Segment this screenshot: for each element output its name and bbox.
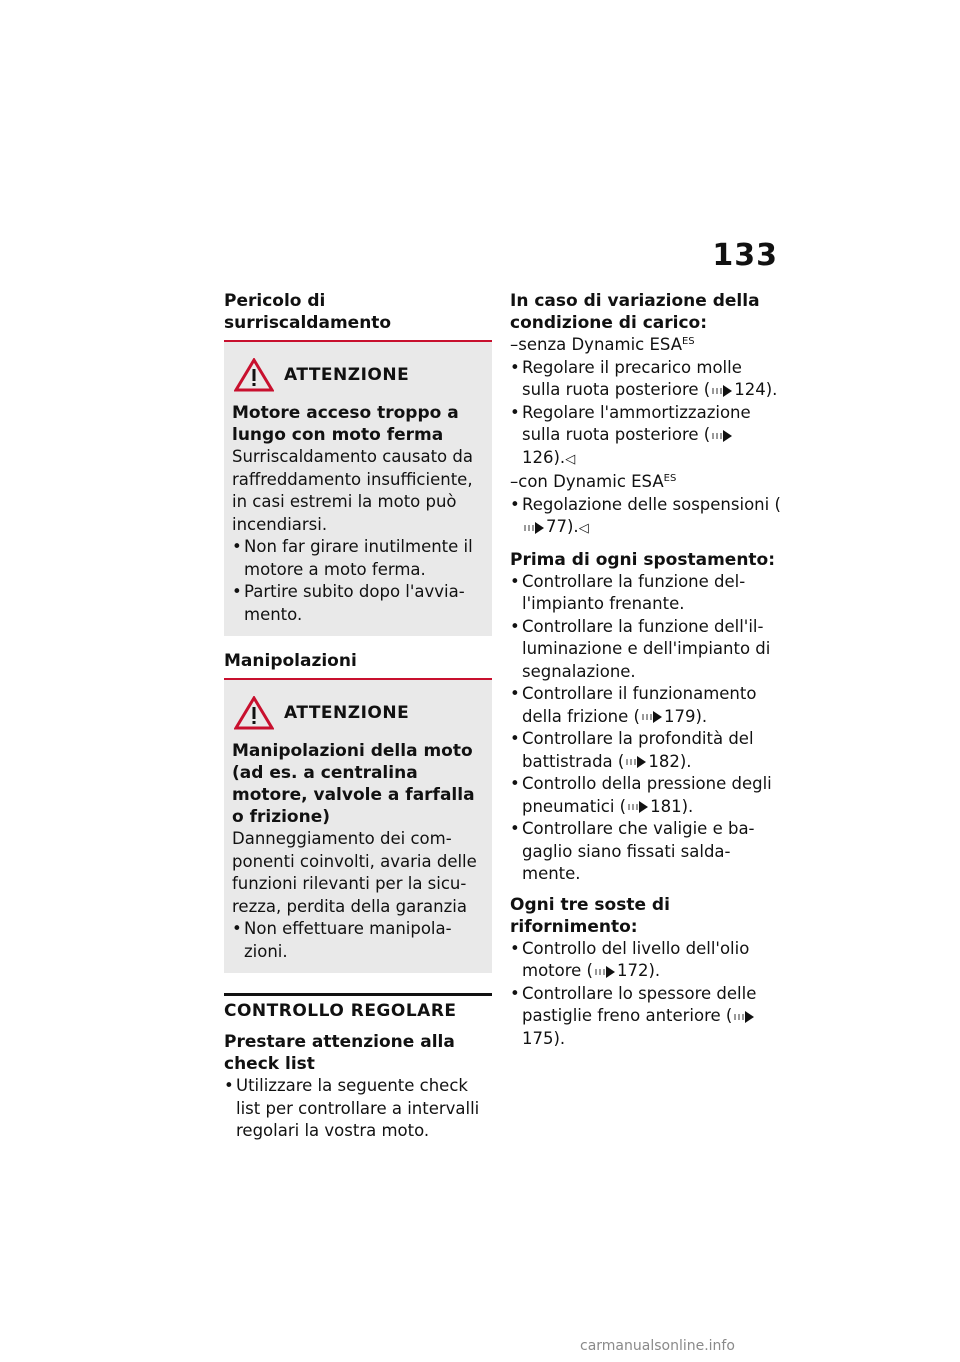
list-item: • Controllo della pressione degli pneumatici ( 181). xyxy=(510,773,782,818)
left-column xyxy=(224,290,492,1143)
list-item: • Controllare il funzionamento della frizione ( 179). xyxy=(510,683,782,728)
page-reference-arrow-icon xyxy=(712,385,732,397)
refuel-stops-list xyxy=(510,938,782,1051)
warning-bullets xyxy=(232,536,484,626)
page-reference-arrow-icon xyxy=(595,966,615,978)
list-item: • Controllare la funzione dell'il-luminazione e dell'impianto di segnalazione. xyxy=(510,616,782,684)
warning-header xyxy=(232,696,484,730)
footer-watermark: carmanualsonline.info xyxy=(580,1338,735,1354)
list-item: • Controllare la funzione del-l'impianto frenante. xyxy=(510,571,782,616)
page-reference-arrow-icon xyxy=(626,756,646,768)
page-reference-arrow-icon xyxy=(642,711,662,723)
before-each-ride-title: Prima di ogni spostamento: xyxy=(510,549,776,570)
list-item: • Non effettuare manipola-zioni. xyxy=(232,918,484,963)
list-item: • Controllare che valigie e ba-gaglio siano fissati salda-mente. xyxy=(510,818,782,886)
page-reference-arrow-icon xyxy=(524,522,544,534)
end-mark-icon: ◁ xyxy=(578,521,589,536)
list-item: • Regolare l'ammortizzazione sulla ruota posteriore (126).◁ xyxy=(510,402,782,472)
subsection-title-checklist: Prestare attenzione alla check list xyxy=(224,1032,455,1074)
warning-label: ATTENZIONE xyxy=(284,703,410,723)
list-item: • Controllare la profondità del battistrada ( 182). xyxy=(510,728,782,773)
page-number: 133 xyxy=(712,238,778,273)
no-esa-label: –senza Dynamic $ESA^{ES}$ xyxy=(510,335,695,354)
checklist-intro-bullets xyxy=(224,1075,492,1143)
right-column xyxy=(510,290,782,1050)
list-item: • Utilizzare la seguente check list per controllare a intervalli regolari la vostra moto. xyxy=(224,1075,492,1143)
list-item: • Controllare lo spessore delle pastiglie freno anteriore (175). xyxy=(510,983,782,1051)
warning-subtitle: Motore acceso troppo a lungo con moto ferma xyxy=(232,403,459,445)
warning-label: ATTENZIONE xyxy=(284,365,410,385)
refuel-stops-title: Ogni tre soste di rifornimento: xyxy=(510,894,670,937)
no-esa-list xyxy=(510,357,782,472)
section-title-overheating: Pericolo di surriscaldamento xyxy=(224,291,392,333)
warning-triangle-icon xyxy=(234,358,274,392)
list-item: • Regolazione delle sospensioni (77).◁ xyxy=(510,494,782,541)
end-mark-icon: ◁ xyxy=(565,451,576,467)
load-change-title: In caso di variazione della condizione di carico: xyxy=(510,291,760,333)
page-reference-arrow-icon xyxy=(734,1011,754,1023)
with-esa-label: –con Dynamic $ESA^{ES}$ xyxy=(510,472,677,491)
section-title-manipulation: Manipolazioni xyxy=(224,651,357,671)
warning-text: Surriscaldamento causato da raffreddamento insufficiente, in casi estremi la moto può incendiarsi. xyxy=(232,447,473,534)
list-item: • Partire subito dopo l'avvia-mento. xyxy=(232,581,484,626)
warning-header xyxy=(232,358,484,392)
warning-box-manipulation xyxy=(224,678,492,973)
warning-triangle-icon xyxy=(234,696,274,730)
list-item: • Regolare il precarico molle sulla ruota posteriore ( 124). xyxy=(510,357,782,402)
section-heading-regular-check: CONTROLLO REGOLARE xyxy=(224,993,492,1021)
warning-text: Danneggiamento dei com-ponenti coinvolti, avaria delle funzioni rilevanti per la sicu-rezza, perdita della garanzia xyxy=(232,829,477,916)
warning-bullets xyxy=(232,918,484,963)
page-reference-arrow-icon xyxy=(712,430,732,442)
list-item: • Controllo del livello dell'olio motore ( 172). xyxy=(510,938,782,983)
warning-subtitle: Manipolazioni della moto (ad es. a centralina motore, valvole a farfalla o frizione) xyxy=(232,741,475,827)
page-reference-arrow-icon xyxy=(628,801,648,813)
before-each-ride-list xyxy=(510,571,782,886)
with-esa-list xyxy=(510,494,782,541)
warning-box-overheating xyxy=(224,340,492,636)
list-item: • Non far girare inutilmente il motore a moto ferma. xyxy=(232,536,484,581)
